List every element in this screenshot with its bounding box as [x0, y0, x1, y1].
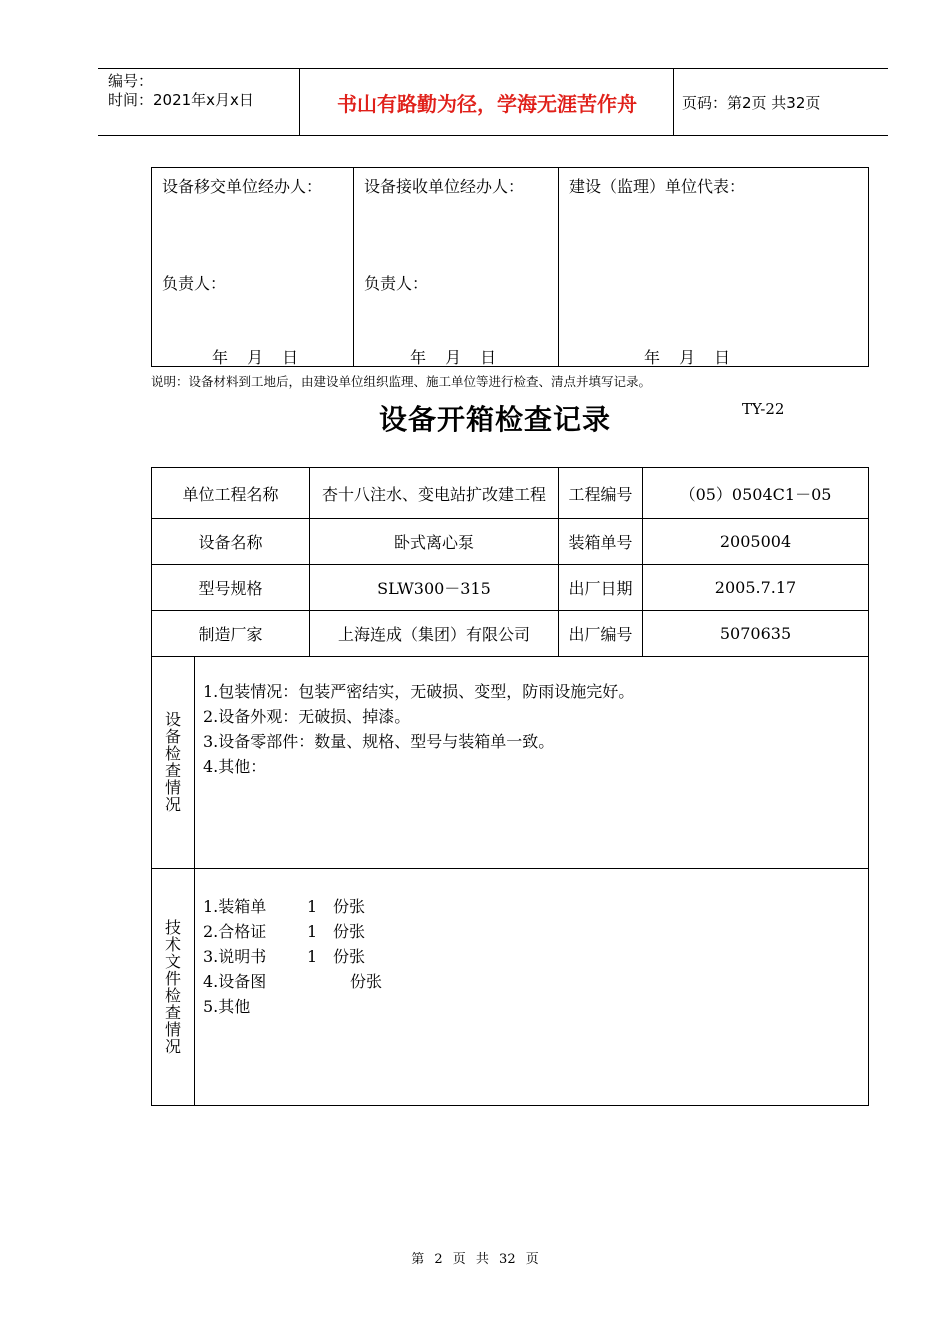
header-motto: 书山有路勤为径，学海无涯苦作舟 [337, 91, 637, 116]
list-item: 3.设备零部件：数量、规格、型号与装箱单一致。 [203, 732, 555, 751]
table-row [152, 468, 869, 519]
list-item: 3.说明书 1 份张 [203, 947, 366, 966]
table-row [152, 565, 869, 611]
list-item: 4.设备图 份张 [203, 972, 383, 991]
inspection-items-cell [195, 657, 869, 869]
table-row [152, 611, 869, 657]
document-number-label: 编号： [108, 72, 154, 90]
project-number-value: （05）0504C1－05 [643, 468, 869, 519]
tech-docs-category-label: 技术文件检查情况 [164, 917, 181, 1056]
form-code: TY-22 [742, 400, 785, 418]
factory-number-value: 5070635 [643, 611, 869, 657]
responsible-label: 负责人： [364, 274, 429, 293]
manufacturer-value: 上海连成（集团）有限公司 [310, 611, 559, 657]
page-header [98, 68, 888, 136]
signature-cell-supervisor [559, 168, 869, 367]
page-footer: 第 2 页 共 32 页 [411, 1252, 539, 1267]
equipment-name-value: 卧式离心泵 [310, 519, 559, 565]
tech-docs-category-cell [152, 869, 195, 1106]
packing-list-number-label: 装箱单号 [559, 519, 643, 565]
manufacturer-label: 制造厂家 [152, 611, 310, 657]
signature-cell-receive [354, 168, 559, 367]
equipment-name-label: 设备名称 [152, 519, 310, 565]
signature-cell-transfer [152, 168, 354, 367]
tech-docs-section [152, 869, 869, 1106]
list-item: 1.装箱单 1 份张 [203, 897, 366, 916]
inspection-form-table [151, 467, 869, 1106]
list-item: 2.设备外观：无破损、掉漆。 [203, 707, 411, 726]
tech-docs-items-cell [195, 869, 869, 1106]
signature-date: 年 月 日 [644, 348, 731, 367]
note-text: 说明：设备材料到工地后，由建设单位组织监理、施工单位等进行检查、清点并填写记录。 [151, 374, 652, 389]
factory-date-label: 出厂日期 [559, 565, 643, 611]
model-spec-value: SLW300－315 [310, 565, 559, 611]
signature-date: 年 月 日 [410, 348, 497, 367]
responsible-label: 负责人： [162, 274, 227, 293]
project-number-label: 工程编号 [559, 468, 643, 519]
unit-project-name-value: 杏十八注水、变电站扩改建工程 [310, 468, 559, 519]
factory-number-label: 出厂编号 [559, 611, 643, 657]
header-meta [108, 72, 254, 110]
list-item: 2.合格证 1 份张 [203, 922, 366, 941]
document-time: 时间：2021年x月x日 [108, 91, 254, 109]
model-spec-label: 型号规格 [152, 565, 310, 611]
list-item: 5.其他 [203, 997, 251, 1016]
unit-project-name-label: 单位工程名称 [152, 468, 310, 519]
signature-date: 年 月 日 [212, 348, 299, 367]
header-page-info: 页码：第2页 共32页 [682, 93, 821, 112]
inspection-section [152, 657, 869, 869]
list-item: 4.其他： [203, 757, 267, 776]
signature-table [151, 167, 869, 367]
inspection-category-label: 设备检查情况 [164, 710, 181, 814]
supervisor-label: 建设（监理）单位代表： [569, 177, 746, 196]
packing-list-number-value: 2005004 [643, 519, 869, 565]
table-row [152, 519, 869, 565]
inspection-category-cell [152, 657, 195, 869]
receive-handler-label: 设备接收单位经办人： [364, 177, 525, 196]
transfer-handler-label: 设备移交单位经办人： [162, 177, 323, 196]
factory-date-value: 2005.7.17 [643, 565, 869, 611]
list-item: 1.包装情况：包装严密结实，无破损、变型，防雨设施完好。 [203, 682, 635, 701]
form-title: 设备开箱检查记录 [378, 403, 611, 436]
